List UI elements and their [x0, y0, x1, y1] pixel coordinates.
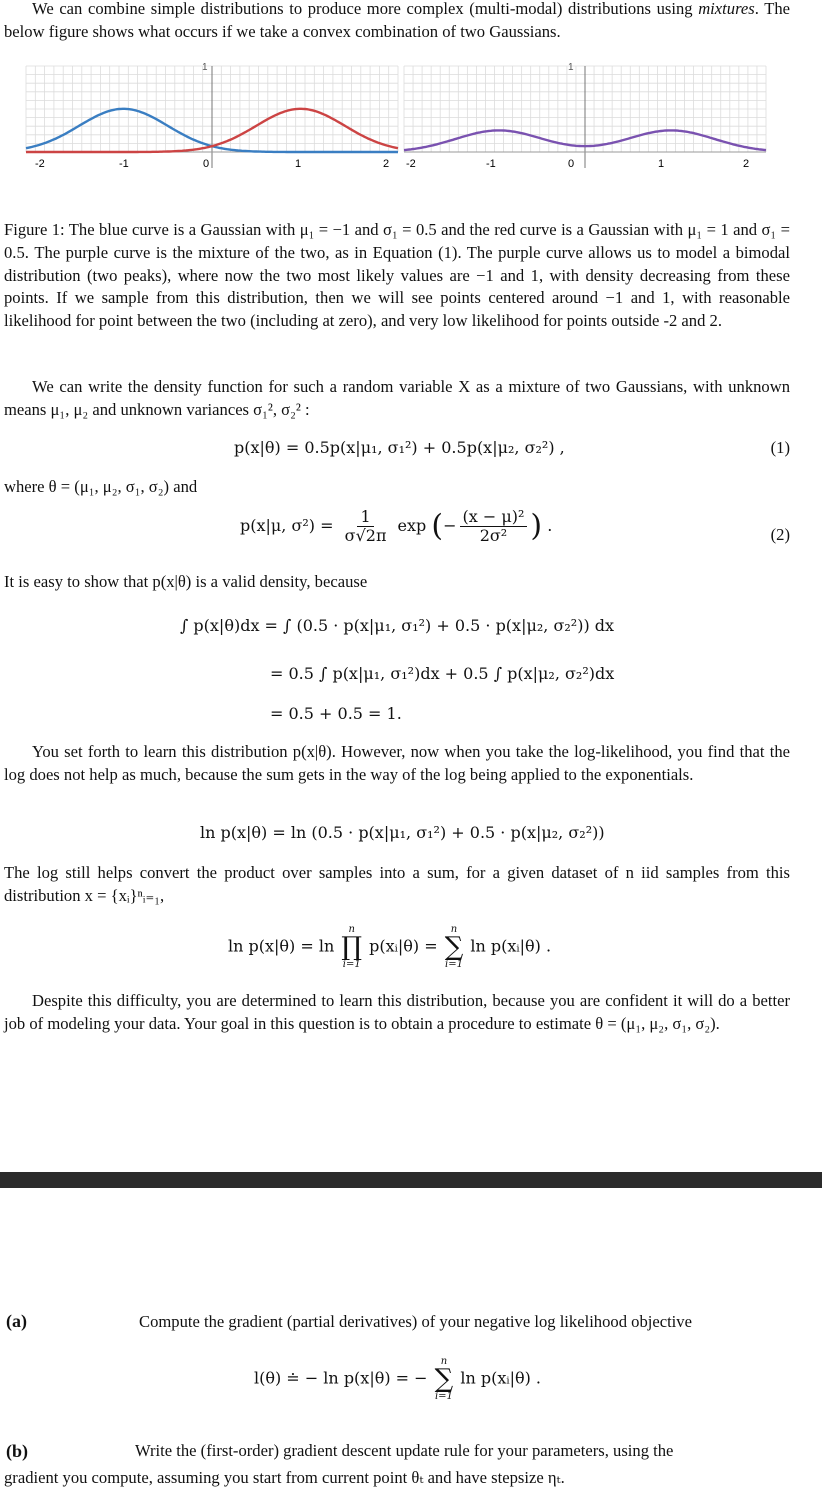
product-upper-limit: n: [348, 924, 355, 935]
equation-2: p(x|μ, σ²) = $\frac{1}{\sigma√2\pi}$ exp (− $\frac{\text{(x − μ)²}}{\text{2σ²}}$ ) .: [240, 507, 553, 545]
integral-line-1: ∫ p(x|θ)dx = ∫ (0.5 · p(x|μ₁, σ₁²) + 0.5 · p(x|μ₂, σ₂²)) dx: [180, 616, 615, 635]
eq2-fraction-normalizer: [342, 508, 390, 545]
sum-operator: [445, 924, 464, 970]
eq2-frac2-den: 2σ²: [479, 526, 508, 545]
goal-paragraph: Despite this difficulty, you are determined to learn this distribution, because you are confident it will do a better job of modeling your data. Your goal in this question is to obtain a procedure to estimate θ = (μ₁, μ₂, σ₁, σ₂).: [4, 991, 790, 1033]
equation-1: p(x|θ) = 0.5p(x|μ₁, σ₁²) + 0.5p(x|μ₂, σ₂²) ,: [234, 438, 565, 457]
x-tick-left-0: -2: [35, 158, 45, 170]
nll-rhs: ln p(xᵢ|θ) .: [460, 1368, 541, 1388]
y-tick-label-left: 1: [202, 62, 208, 73]
x-tick-right-1: -1: [486, 158, 496, 170]
question-a-label: (a): [6, 1311, 27, 1331]
eq2-fraction-exponent: [460, 508, 528, 545]
valid-density-line: It is easy to show that p(x|θ) is a valid density, because: [4, 572, 368, 591]
nll-sum-upper: n: [440, 1356, 448, 1367]
sum-lower-limit: i=1: [445, 959, 463, 970]
x-tick-right-2: 0: [568, 158, 575, 170]
log-likelihood-equation: ln p(x|θ) = ln (0.5 · p(x|μ₁, σ₁²) + 0.5 · p(x|μ₂, σ₂²)): [200, 823, 605, 842]
product-symbol: ∏: [341, 932, 363, 962]
x-tick-right-3: 1: [658, 158, 665, 170]
question-b-label: (b): [6, 1441, 28, 1461]
nll-equation: [254, 1356, 541, 1402]
nll-lhs: l(θ) ≐ − ln p(x|θ) = −: [254, 1368, 428, 1388]
figure-right-panel: [400, 60, 770, 180]
integral-line-2: = 0.5 ∫ p(x|μ₁, σ₁²)dx + 0.5 ∫ p(x|μ₂, σ₂²)dx: [270, 664, 615, 683]
learn-paragraph: You set forth to learn this distribution p(x|θ). However, now when you take the log-likelihood, you find that the log does not help as much, because the sum gets in the way of the log being applied to the exponentials.: [4, 742, 790, 784]
question-b-text-second: gradient you compute, assuming you start from current point θₜ and have stepsize ηₜ.: [4, 1468, 565, 1487]
grid-right: [404, 66, 766, 168]
sum-eq-rhs: ln p(xᵢ|θ) .: [470, 936, 552, 956]
eq2-tail: .: [547, 516, 553, 535]
x-tick-left-2: 0: [203, 158, 210, 170]
eq2-lhs: p(x|μ, σ²) =: [240, 516, 334, 535]
equation-1-number: (1): [770, 438, 790, 457]
figure-caption: Figure 1: The blue curve is a Gaussian with μ₁ = −1 and σ₁ = 0.5 and the red curve is a Gaussian with μ₁ = 1 and σ₁ = 0.5. The purple curve is the mixture of the two, as in Equation (1). The purple curve allows us to model a bimodal distribution (two peaks), where now the two most likely values are −1 and 1, with density decreasing from these points. If we sample from this distribution, then we will see points centered around −1 and 1, with reasonable likelihood for point between the two (including at zero), and very low likelihood for points outside -2 and 2.: [4, 220, 790, 331]
sum-upper-limit: n: [450, 924, 458, 935]
sum-eq-mid: p(xᵢ|θ) =: [369, 936, 438, 956]
section-separator-bar: [0, 1172, 822, 1188]
intro-lead: We can combine simple distributions to produce more complex (multi-modal) distributions using: [32, 0, 693, 18]
equation-2-number: (2): [770, 525, 790, 544]
product-lower-limit: i=1: [342, 959, 361, 970]
eq2-frac2-num: (x − μ)²: [460, 508, 528, 527]
integral-line-3: = 0.5 + 0.5 = 1.: [270, 704, 402, 723]
x-axis-labels-right: [406, 158, 749, 170]
eq2-exp: exp: [397, 516, 427, 535]
sum-symbol: ∑: [444, 932, 464, 962]
x-tick-right-0: -2: [406, 158, 416, 170]
intro-tail: . The below figure shows what occurs if we take a convex combination of two Gaussians.: [4, 0, 791, 41]
nll-sum-lower: i=1: [434, 1391, 453, 1402]
product-operator: [341, 924, 362, 970]
eq2-frac1-den: σ√2π: [344, 526, 387, 545]
x-tick-left-1: -1: [119, 158, 129, 170]
x-tick-left-4: 2: [383, 158, 390, 170]
figure-left-panel: [22, 60, 400, 180]
sum-equation: [228, 924, 551, 970]
eq2-open-paren: (: [431, 508, 444, 544]
x-tick-left-3: 1: [295, 158, 302, 170]
nll-sum-operator: [435, 1356, 454, 1402]
y-tick-label-right: 1: [568, 62, 574, 73]
density-paragraph: We can write the density function for such a random variable X as a mixture of two Gaussians, with unknown means μ₁, μ₂ and unknown variances σ₁², σ₂² :: [4, 377, 790, 419]
product-paragraph: The log still helps convert the product over samples into a sum, for a given dataset of n iid samples from this distribution x = {xᵢ}ⁿᵢ₌₁,: [4, 863, 790, 905]
sum-eq-lhs: ln p(x|θ) = ln: [228, 936, 335, 956]
eq2-close-paren: ): [530, 508, 543, 544]
question-a-text: Compute the gradient (partial derivatives) of your negative log likelihood objective: [139, 1312, 692, 1331]
x-tick-right-4: 2: [743, 158, 750, 170]
intro-emphasis: mixtures: [698, 0, 755, 18]
nll-sum-symbol: ∑: [434, 1364, 454, 1394]
where-line: where θ = (μ₁, μ₂, σ₁, σ₂) and: [4, 477, 198, 496]
question-b-text-first: Write the (first-order) gradient descent update rule for your parameters, using the: [135, 1441, 674, 1460]
eq2-frac1-num: 1: [357, 508, 373, 527]
intro-paragraph: [4, 0, 790, 44]
